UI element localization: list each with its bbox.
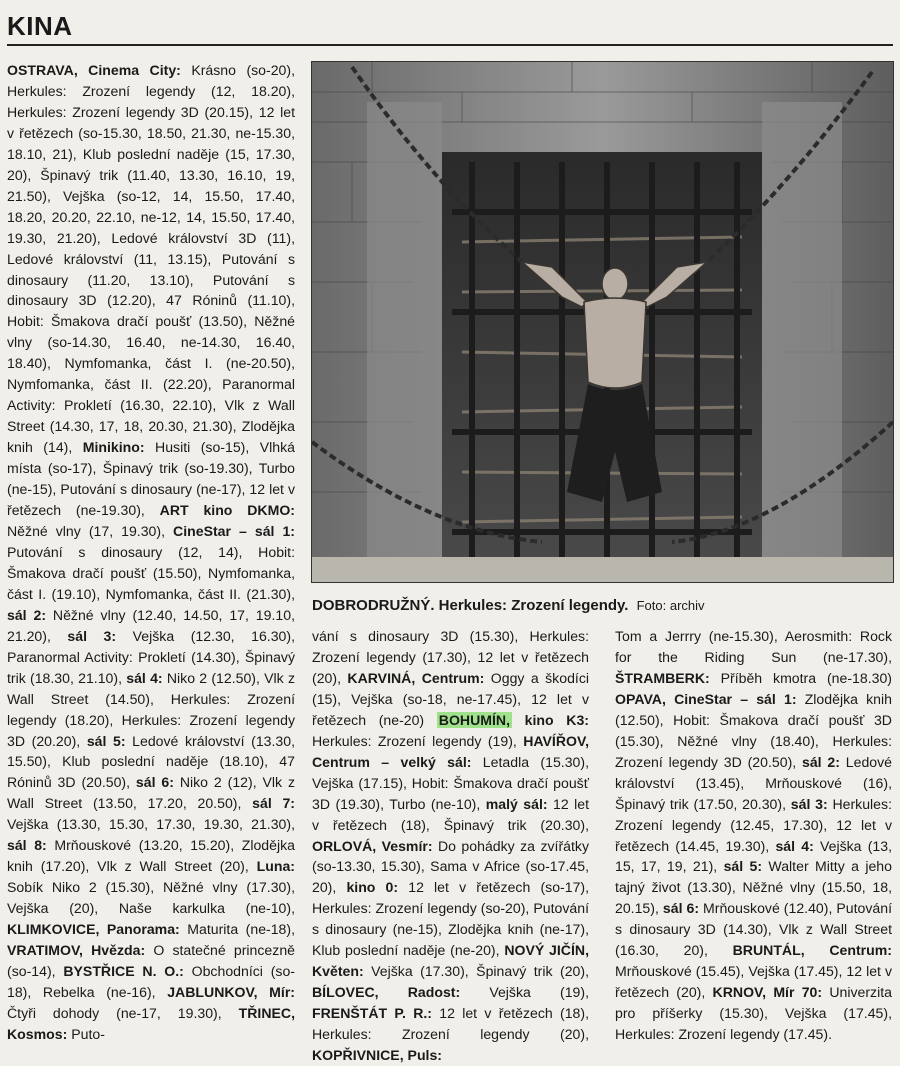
cinema-name: sál 2: bbox=[7, 606, 47, 623]
showtimes-text: Do pohádky za zvířátky (so-13.30, 15.30), Sama v Africe (so-17.45, 20), bbox=[312, 837, 589, 896]
showtimes-text: Čtyři dohody (ne-17, 19.30), bbox=[7, 1004, 239, 1021]
cinema-name: KARVINÁ, Centrum: bbox=[347, 669, 485, 686]
showtimes-text: 12 let v řetězech (18), Herkules: Zrození legendy (20), bbox=[312, 1005, 589, 1043]
showtimes-text: Ledové království (13.45), Mrňouskové (16), Špinavý trik (17.50, 20.30), bbox=[615, 753, 893, 812]
cinema-name: ORLOVÁ, Vesmír: bbox=[312, 837, 433, 854]
showtimes-text: Vejška (17.30), Špinavý trik (20), bbox=[363, 963, 589, 980]
showtimes-text: 12 let v řetězech (so-17), Herkules: Zrození legendy (so-20), Putování s dinosaury (ne-15), Zlodějka knih (ne-17), Klub poslední naděje (ne-20), bbox=[312, 879, 590, 959]
cinema-name: BRUNTÁL, Centrum: bbox=[732, 942, 892, 959]
showtimes-text: Puto- bbox=[67, 1025, 105, 1042]
showtimes-text: Niko 2 (12.50), Vlk z Wall Street (14.50), Herkules: Zrození legendy (18.20), Herkules: Zrození legendy 3D (20.20), bbox=[7, 669, 295, 749]
cinema-name: sál 3: bbox=[67, 627, 117, 644]
showtimes-text: Letadla (15.30), Vejška (17.15), Hobit: Šmakova dračí poušť 3D (19.30), Turbo (ne-10), bbox=[312, 753, 589, 812]
showtimes-text: Oggy a škodíci (15), Vejška (so-18, ne-17.45), 12 let v řetězech (ne-20) bbox=[312, 669, 589, 728]
showtimes-text: Mrňouskové (12.40), Putování s dinosaury 3D (14.30), Vlk z Wall Street (16.30, 20), bbox=[615, 900, 893, 959]
showtimes-text: Sobík Niko 2 (15.30), Něžné vlny (17.30), Vejška (20), Naše karkulka (ne-10), bbox=[7, 879, 295, 917]
cinema-name: sál 8: bbox=[7, 837, 47, 854]
showtimes-text: Vejška (19), bbox=[460, 984, 590, 1001]
cinema-name: sál 3: bbox=[790, 795, 828, 812]
cinema-name: sál 6: bbox=[662, 900, 700, 917]
cinema-name: HAVÍŘOV, Centrum – velký sál: bbox=[312, 732, 589, 770]
cinema-name: FRENŠTÁT P. R.: bbox=[312, 1005, 432, 1022]
showtimes-text: Herkules: Zrození legendy (12.45, 17.30), 12 let v řetězech (14.45, 19.30), bbox=[615, 795, 892, 854]
cinema-name: NOVÝ JIČÍN, Květen: bbox=[312, 942, 589, 980]
listings-column-1 bbox=[7, 60, 295, 1045]
cinema-name: TŘINEC, Kosmos: bbox=[7, 1004, 295, 1042]
cinema-name: BYSTŘICE N. O.: bbox=[63, 962, 184, 979]
showtimes-text: Tom a Jerrry (ne-15.30), Aerosmith: Rock for the Riding Sun (ne-17.30), bbox=[615, 628, 892, 665]
listings-column-3 bbox=[615, 626, 892, 1045]
showtimes-text: Putování s dinosaury (12, 14), Hobit: Šmakova dračí poušť (15.50), Nymfomanka, část I. (19.10), Nymfomanka, část II. (21.30), bbox=[7, 543, 295, 602]
cinema-name: sál 6: bbox=[135, 774, 174, 791]
showtimes-text: Krásno (so-20), Herkules: Zrození legendy (12, 18.20), Herkules: Zrození legendy 3D (20.15), 12 let v řetězech (so-15.30, 18.50, 21.30, ne-15.30, 18.10, 21), Klub poslední naděje (15, 17.30, 20), Špinavý trik (11.40, 13.30, 16.10, 19, 21.50), Vejška (so-12, 14, 15.50, 17.40, 18.20, 20.20, 22.10, ne-12, 14, 15.50, 17.40, 19.30, 21.20), Ledové království 3D (11), Ledové království (11, 13.15), Putování s dinosaury (11.20, 13.10), Putování s dinosaury 3D (12.20), 47 Róninů (11.10), Hobit: Šmakova dračí poušť (13.50), Něžné vlny (so-14.30, 16.40, ne-14.30, 16.40, 18.40), Nymfomanka, část I. (ne-20.50), Nymfomanka, část II. (22.20), Paranormal Activity: Prokletí (16.30, 22.10), Vlk z Wall Street (14.30, 17, 18, 20.30, 21.30), Zlodějka knih (14), bbox=[7, 62, 295, 456]
cinema-name: sál 7: bbox=[252, 795, 296, 812]
movie-photo bbox=[311, 61, 894, 583]
cinema-name: Minikino: bbox=[82, 439, 145, 456]
listings-column-2 bbox=[312, 626, 589, 1066]
cinema-name: VRATIMOV, Hvězda: bbox=[7, 942, 146, 959]
showtimes-text: Mrňouskové (15.45), Vejška (17.45), 12 let v řetězech (20), bbox=[615, 963, 892, 1001]
cinema-name: CineStar – sál 1: bbox=[173, 522, 295, 539]
page-header bbox=[7, 8, 893, 46]
cinema-name: KOPŘIVNICE, Puls: bbox=[312, 1047, 442, 1064]
showtimes-text: Univerzita pro příšerky (15.30), Vejška (17.45), Herkules: Zrození legendy (17.45). bbox=[615, 984, 892, 1043]
showtimes-text: vání s dinosaury 3D (15.30), Herkules: Zrození legendy (17.30), 12 let v řetězech (20), bbox=[312, 628, 589, 686]
caption-credit: Foto: archiv bbox=[636, 598, 705, 613]
cinema-name: Luna: bbox=[256, 858, 295, 875]
showtimes-text: Zlodějka knih (12.50), Hobit: Šmakova dračí poušť 3D (15.30), Něžné vlny (18.40), Herkules: Zrození legendy 3D (20.50), bbox=[615, 690, 892, 770]
cinema-name: malý sál: bbox=[485, 795, 548, 812]
cinema-name: BOHUMÍN, bbox=[438, 711, 511, 728]
showtimes-text: Příběh kmotra (ne-18.30) bbox=[709, 669, 892, 686]
cinema-name: KRNOV, Mír 70: bbox=[712, 984, 823, 1001]
cinema-name: kino K3: bbox=[524, 711, 589, 728]
showtimes-text: Vejška (13.30, 15.30, 17.30, 19.30, 21.30), bbox=[7, 816, 295, 833]
cinema-name: kino 0: bbox=[346, 879, 399, 896]
showtimes-text: Vejška (13, 15, 17, 19, 21), bbox=[615, 837, 893, 875]
showtimes-text: Obchodníci (so-18), Rebelka (ne-16), bbox=[7, 962, 295, 1000]
showtimes-text bbox=[512, 712, 525, 728]
showtimes-text: Vejška (12.30, 16.30), Paranormal Activity: Prokletí (14.30), Špinavý trik (18.30, 21.10), bbox=[7, 627, 295, 686]
cinema-name: OSTRAVA, Cinema City: bbox=[7, 62, 181, 78]
cinema-name: KLIMKOVICE, Panorama: bbox=[7, 921, 180, 938]
cinema-name: ART kino DKMO: bbox=[159, 502, 295, 519]
showtimes-text: Husiti (so-15), Vlhká místa (so-17), Špinavý trik (so-19.30), Turbo (ne-15), Putování s dinosaury (ne-17), 12 let v řetězech (ne-19.30), bbox=[7, 439, 295, 519]
showtimes-text: Něžné vlny (17, 19.30), bbox=[7, 522, 174, 539]
photo-illustration bbox=[312, 62, 893, 582]
showtimes-text: O statečné princezně (so-14), bbox=[7, 942, 295, 979]
cinema-name: ŠTRAMBERK: bbox=[615, 669, 710, 686]
cinema-name: sál 2: bbox=[802, 753, 840, 770]
cinema-name: OPAVA, CineStar – sál 1: bbox=[615, 690, 797, 707]
photo-caption bbox=[312, 596, 892, 616]
cinema-name: sál 4: bbox=[126, 669, 163, 686]
cinema-name: sál 4: bbox=[775, 837, 814, 854]
showtimes-text: Maturita (ne-18), bbox=[179, 921, 296, 938]
showtimes-text: Herkules: Zrození legendy (19), bbox=[312, 732, 524, 749]
section-title: KINA bbox=[7, 11, 73, 41]
showtimes-text: 12 let v řetězech (18), Špinavý trik (20.30), bbox=[312, 795, 589, 833]
cinema-name: sál 5: bbox=[86, 732, 126, 749]
caption-title: DOBRODRUŽNÝ. Herkules: Zrození legendy. bbox=[312, 597, 629, 614]
showtimes-text: Něžné vlny (12.40, 14.50, 17, 19.10, 21.20), bbox=[7, 606, 295, 644]
cinema-name: sál 5: bbox=[723, 858, 763, 875]
cinema-name: BÍLOVEC, Radost: bbox=[312, 984, 461, 1001]
cinema-name: JABLUNKOV, Mír: bbox=[167, 983, 295, 1000]
showtimes-text: Walter Mitty a jeho tajný život (13.30), Něžné vlny (15.50, 18, 20.15), bbox=[615, 858, 892, 917]
showtimes-text: Niko 2 (12), Vlk z Wall Street (13.50, 17.20, 20.50), bbox=[7, 774, 296, 812]
showtimes-text: Ledové království (13.30, 15.50), Klub poslední naděje (18.10), 47 Róninů 3D (20.50), bbox=[7, 732, 296, 791]
showtimes-text: Mrňouskové (13.20, 15.20), Zlodějka knih (17.20), Vlk z Wall Street (20), bbox=[7, 837, 295, 875]
